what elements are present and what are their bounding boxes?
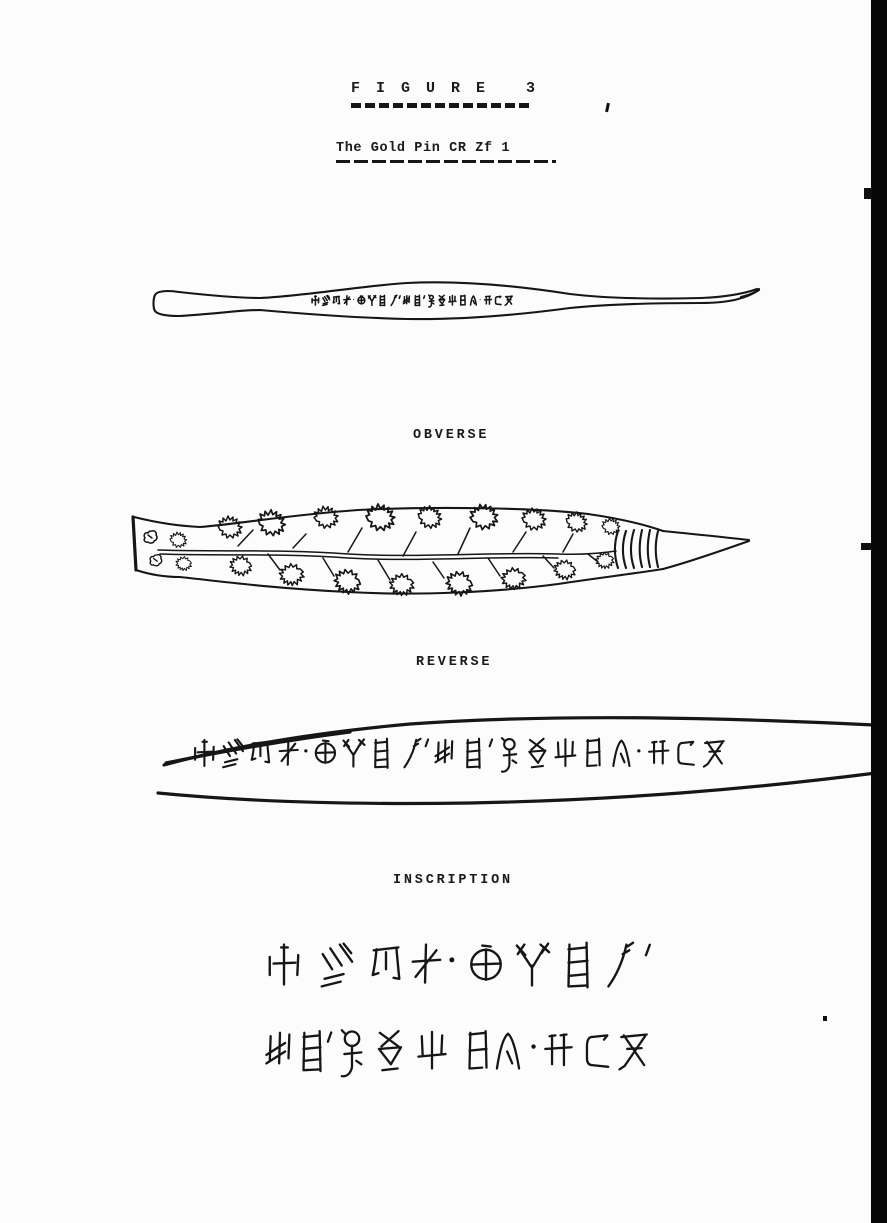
incised-inscription-micro (312, 295, 512, 307)
obverse-pin-drawing (145, 270, 765, 328)
figure-subtitle: The Gold Pin CR Zf 1 (336, 141, 511, 156)
figure-title-underline (351, 103, 529, 108)
line-2-signs (266, 1030, 646, 1076)
line-1-signs (270, 943, 650, 988)
figure-subtitle-underline (336, 160, 556, 163)
inscription-caption: INSCRIPTION (393, 873, 513, 888)
inscription-line-1 (255, 933, 665, 1015)
figure-title: F I G U R E 3 (351, 80, 539, 97)
obverse-caption: OBVERSE (413, 428, 490, 443)
inscription-line-2 (255, 1022, 675, 1114)
scan-edge-bar (871, 0, 887, 1223)
inscription-band-drawing (150, 705, 887, 810)
collar-bands (615, 530, 658, 568)
scan-speck (864, 188, 872, 199)
band-outline (158, 718, 876, 804)
scan-speck (823, 1016, 827, 1021)
scan-speck (861, 543, 871, 550)
reverse-pin-drawing (118, 498, 763, 610)
reverse-caption: REVERSE (416, 655, 493, 670)
scan-speck (605, 103, 610, 112)
